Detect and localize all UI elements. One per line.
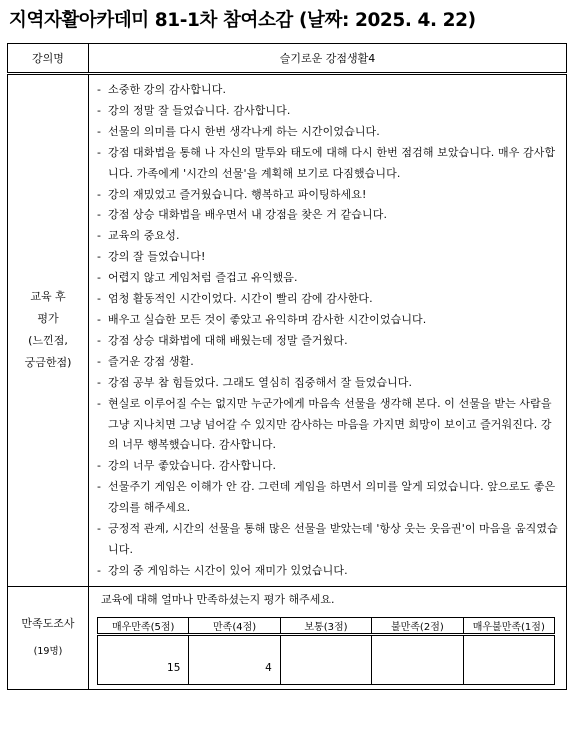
survey-column-header: 매우만족(5점) (98, 617, 189, 634)
comment-item: - 강의 너무 좋았습니다. 감사합니다. (97, 456, 561, 477)
survey-question: 교육에 대해 얼마나 만족하셨는지 평가 해주세요. (101, 592, 335, 606)
comment-item: - 어렵지 않고 게임처럼 즐겁고 유익했음. (97, 268, 561, 289)
page-title: 지역자활아카데미 81-1차 참여소감 (날짜: 2025. 4. 22) (9, 10, 476, 31)
evaluation-row (8, 74, 567, 587)
comment-item: - 강의 재밌었고 즐거웠습니다. 행복하고 파이팅하세요! (97, 185, 561, 206)
survey-value (372, 634, 463, 684)
survey-values-row (98, 634, 555, 684)
survey-value (463, 634, 554, 684)
comment-item: - 강점 상승 대화법을 배우면서 내 강점을 찾은 거 같습니다. (97, 205, 561, 226)
survey-value (280, 634, 371, 684)
comment-item: - 긍정적 관계, 시간의 선물을 통해 많은 선물을 받았는데 '항상 웃는 웃음권'이 마음을 움직였습니다. (97, 519, 561, 561)
evaluation-label-line: 평가 (37, 312, 59, 326)
course-row (8, 44, 567, 74)
evaluation-table (7, 43, 567, 690)
evaluation-label-line: 궁금한점) (24, 356, 72, 370)
comment-item: - 교육의 중요성. (97, 226, 561, 247)
comment-item: - 강의 잘 들었습니다! (97, 247, 561, 268)
comment-item: - 선물주기 게임은 이해가 안 감. 그런데 게임을 하면서 의미를 알게 되었습니다. 앞으로도 좋은 강의를 해주세요. (97, 477, 561, 519)
course-label: 강의명 (8, 44, 89, 74)
survey-cell (89, 586, 567, 689)
survey-row (8, 586, 567, 689)
evaluation-label-line: 교육 후 (30, 290, 66, 304)
comment-item: - 강의 정말 잘 들었습니다. 감사합니다. (97, 101, 561, 122)
survey-label: 만족도조사 (21, 616, 75, 630)
comment-item: - 강점 상승 대화법에 대해 배웠는데 정말 즐거웠다. (97, 331, 561, 352)
survey-column-header: 매우불만족(1점) (463, 617, 554, 634)
comment-item: - 강점 대화법을 통해 나 자신의 말투와 태도에 대해 다시 한번 점검해 보았습니다. 매우 감사합니다. 가족에게 '시간의 선물'을 계획해 보기로 다짐했습니다. (97, 143, 561, 185)
evaluation-label (8, 74, 89, 587)
comment-item: - 배우고 실습한 모든 것이 좋았고 유익하며 감사한 시간이었습니다. (97, 310, 561, 331)
course-name: 슬기로운 강점생활4 (89, 44, 567, 74)
comment-item: - 강의 중 게임하는 시간이 있어 재미가 있었습니다. (97, 561, 561, 582)
survey-value: 15 (98, 634, 189, 684)
comment-list (97, 80, 561, 582)
comment-item: - 엄청 활동적인 시간이었다. 시간이 빨리 감에 감사한다. (97, 289, 561, 310)
comment-item: - 즐거운 강점 생활. (97, 352, 561, 373)
survey-column-header: 불만족(2점) (372, 617, 463, 634)
survey-column-header: 만족(4점) (189, 617, 280, 634)
comments-cell (89, 74, 567, 587)
comment-item: - 선물의 의미를 다시 한번 생각나게 하는 시간이었습니다. (97, 122, 561, 143)
comment-item: - 소중한 강의 감사합니다. (97, 80, 561, 101)
survey-respondents: (19명) (33, 645, 63, 657)
survey-header-row (98, 617, 555, 634)
comment-item: - 현실로 이루어질 수는 없지만 누군가에게 마음속 선물을 생각해 본다. 이 선물을 받는 사람을 그냥 지나치면 그냥 넘어갈 수 있지만 감사하는 마음을 가지면 희망이 보이고 즐거워진다. 강의 너무 행복했습니다. 감사합니다. (97, 394, 561, 457)
evaluation-label-line: (느낀점, (28, 334, 68, 348)
survey-value: 4 (189, 634, 280, 684)
survey-column-header: 보통(3점) (280, 617, 371, 634)
survey-label-cell (8, 586, 89, 689)
comment-item: - 강점 공부 참 힘들었다. 그래도 열심히 집중해서 잘 들었습니다. (97, 373, 561, 394)
survey-table (97, 617, 555, 685)
